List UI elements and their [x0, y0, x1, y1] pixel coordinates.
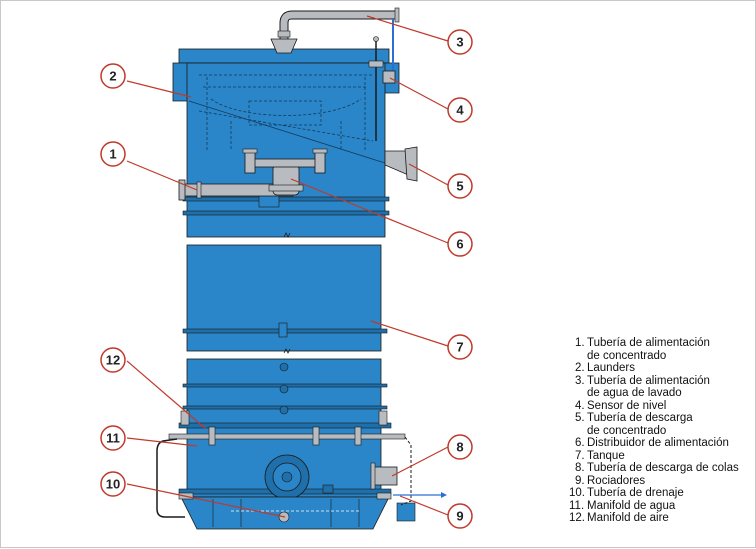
legend-item-7-line1: Tanque	[587, 449, 625, 462]
legend-item-12-num: 12.	[569, 512, 585, 524]
tailings-flange	[371, 463, 375, 489]
level-sensor-head	[383, 71, 395, 83]
upper-band-2	[183, 211, 389, 215]
callout-11	[101, 426, 125, 450]
legend-item-8-line1: Tubería de descarga de colas	[587, 462, 739, 474]
legend-item-7	[569, 450, 753, 463]
callout-12	[101, 348, 125, 372]
callout-4-label: 4	[456, 102, 464, 118]
legend-item-4	[569, 400, 753, 413]
callout-12-label: 12	[105, 352, 121, 368]
manway-center	[282, 472, 292, 482]
legend-item-9-line1: Rociadores	[587, 474, 646, 487]
leader-line-1	[127, 161, 197, 190]
manifold-valve-3	[355, 427, 361, 445]
middle-tank-section	[183, 245, 387, 353]
callout-4	[448, 98, 472, 122]
wash-water-flange	[278, 31, 290, 37]
legend-item-2-num: 2.	[575, 362, 585, 374]
distributor-top-bar	[251, 159, 321, 167]
legend-item-1	[569, 337, 753, 362]
callout-5-label: 5	[456, 178, 464, 194]
legend-item-9	[569, 475, 753, 488]
middle-stub	[279, 323, 287, 337]
legend-item-3-line1: Tubería de alimentación	[587, 374, 710, 387]
legend-item-6	[569, 437, 753, 450]
lower-port-3	[280, 406, 288, 414]
legend-item-11-num: 11.	[569, 499, 585, 512]
legend-item-5	[569, 412, 753, 437]
lower-port-1	[280, 363, 288, 371]
legend-item-5-num: 5.	[575, 412, 585, 424]
legend-item-9-num: 9.	[575, 474, 585, 487]
callout-1	[101, 142, 125, 166]
callout-5	[448, 174, 472, 198]
callout-8-label: 8	[456, 439, 464, 455]
distributor-flange	[269, 185, 303, 191]
callout-3-label: 3	[456, 34, 464, 50]
lower-port-2	[280, 385, 288, 393]
callout-8	[448, 435, 472, 459]
leader-line-8	[392, 447, 448, 476]
legend-item-10-num: 10.	[569, 487, 585, 499]
legend-item-11-line1: Manifold de agua	[587, 499, 676, 512]
concentrate-discharge-assembly	[385, 147, 417, 181]
callout-10-label: 10	[105, 476, 121, 492]
concentrate-discharge-flange	[405, 147, 417, 181]
feed-pipe-flange-2	[197, 182, 201, 198]
level-sensor-bracket	[369, 61, 383, 67]
small-box	[323, 485, 333, 493]
legend-item-2	[569, 362, 753, 375]
leader-line-3	[367, 16, 448, 41]
air-manifold-loop	[157, 439, 185, 517]
callout-7	[448, 335, 472, 359]
legend-item-8	[569, 462, 753, 475]
callout-3	[448, 30, 472, 54]
legend-item-6-num: 6.	[575, 437, 585, 449]
legend-item-8-num: 8.	[575, 462, 585, 474]
legend-item-3	[569, 375, 753, 400]
tailings-pipe	[373, 467, 397, 485]
legend-item-3-num: 3.	[575, 374, 585, 387]
legend-item-5-line1: Tubería de descarga	[587, 412, 693, 424]
leader-line-7	[371, 321, 448, 346]
legend-item-4-num: 4.	[575, 399, 585, 412]
callout-9-label: 9	[456, 508, 464, 524]
callout-2	[101, 64, 125, 88]
legend-item-2-line1: Launders	[587, 362, 635, 374]
legend-item-3-line2: de agua de lavado	[587, 387, 682, 399]
callout-2-label: 2	[109, 68, 117, 84]
leader-line-4	[390, 78, 448, 109]
legend-item-10-line1: Tubería de drenaje	[587, 487, 684, 499]
wash-water-pipe-end-flange	[395, 8, 399, 22]
water-manifold-pipe	[169, 434, 405, 439]
manifold-valve-1	[209, 427, 215, 445]
upper-band-1	[183, 197, 389, 201]
distributor-right-cap	[313, 149, 327, 153]
distributor-left-arm	[245, 151, 255, 173]
legend-item-1-line1: Tubería de alimentación	[587, 337, 710, 349]
legend-item-12	[569, 512, 753, 525]
callout-6	[448, 232, 472, 256]
legend-item-4-line1: Sensor de nivel	[587, 399, 667, 412]
legend-item-1-num: 1.	[575, 337, 585, 349]
legend-item-7-num: 7.	[575, 449, 585, 462]
level-sensor-top	[374, 37, 379, 42]
legend-item-12-line1: Manifold de aire	[587, 512, 669, 524]
callout-11-label: 11	[106, 430, 120, 446]
right-side-stub	[379, 411, 387, 425]
legend-item-10	[569, 487, 753, 500]
sprinkler-arrow	[441, 492, 447, 498]
callout-9	[448, 504, 472, 528]
callout-1-label: 1	[109, 146, 117, 162]
distributor-right-arm	[315, 151, 325, 173]
callout-7-label: 7	[456, 339, 464, 355]
sprinkler-2	[377, 493, 391, 499]
legend	[569, 337, 753, 525]
distributor-left-cap	[243, 149, 257, 153]
tailings-base-box	[397, 503, 415, 521]
legend-item-11	[569, 500, 753, 513]
legend-item-6-line1: Distribuidor de alimentación	[587, 437, 729, 449]
manifold-valve-2	[313, 427, 319, 445]
callout-10	[101, 472, 125, 496]
callout-6-label: 6	[456, 236, 464, 252]
legend-item-5-line2: de concentrado	[587, 424, 667, 437]
legend-item-1-line2: de concentrado	[587, 349, 667, 362]
